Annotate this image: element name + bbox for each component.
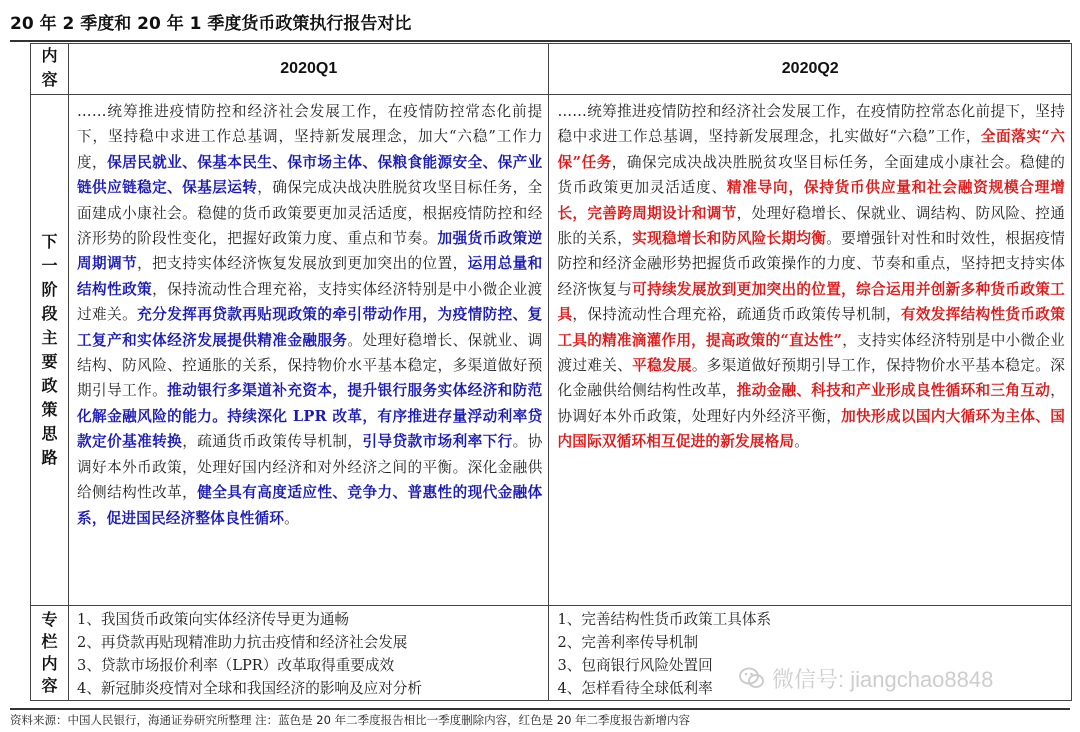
- watermark: [738, 663, 993, 693]
- red-highlight: 全面落实“六保”任务: [557, 128, 1065, 171]
- list-item: 1、我国货币政策向实体经济传导更为通畅: [77, 611, 350, 628]
- q1-policy-text: [69, 95, 549, 606]
- red-highlight: 平稳发展: [632, 357, 692, 375]
- plain-text: ，保持流动性合理充裕，疏通货币政策传导机制，: [572, 306, 901, 324]
- blue-highlight: 推动银行多渠道补充资本，提升银行服务实体经济和防范化解金融风险的能力。持续深化 LPR 改革，有序推进存量浮动利率贷款定价基准转换: [77, 382, 543, 451]
- blue-highlight: 加强货币政策逆周期调节: [77, 230, 543, 273]
- plain-text: ，把支持实体经济恢复发展放到更加突出的位置，: [137, 255, 468, 273]
- vertical-label: 下 一 阶 段 主 要 政 策 思 路: [41, 232, 58, 467]
- red-highlight: 推动金融、科技和产业形成良性循环和三角互动: [736, 382, 1051, 400]
- watermark-text: 微信号: jiangchao8848: [772, 666, 994, 692]
- plain-text: ，支持实体经济特别是中小微企业渡过难关、: [557, 331, 1065, 375]
- vertical-label: 内 容: [41, 46, 58, 89]
- list-item: 1、完善结构性货币政策工具体系: [557, 611, 772, 628]
- row-label-special: [31, 606, 69, 701]
- red-highlight: 加快形成以国内大循环为主体、国内国际双循环相互促进的新发展格局: [557, 407, 1065, 451]
- list-item: 2、再贷款再贴现精准助力抗击疫情和经济社会发展: [77, 634, 408, 651]
- plain-text: ，确保完成决战决胜脱贫攻坚目标任务，全面建成小康社会。稳健的货币政策要更加灵活适度，根据疫情防控和经济形势的阶段性变化，把握好政策力度、重点和节奏。: [77, 179, 543, 248]
- plain-text: 。: [284, 509, 299, 527]
- plain-text: ，处理好稳增长、保就业、调结构、防风险、控通胀的关系，: [557, 204, 1065, 248]
- plain-text: 。协调好本外币政策，处理好国内经济和对外经济之间的平衡。深化金融供给侧结构性改革，: [77, 433, 543, 502]
- plain-text: 。要增强针对性和时效性，根据疫情防控和经济金融形势把握货币政策操作的力度、节奏和重点，坚持把支持实体经济恢复与: [557, 230, 1065, 298]
- table-header-row: [31, 44, 1072, 95]
- plain-text: ……统筹推进疫情防控和经济社会发展工作，在疫情防控常态化前提下，坚持稳中求进工作总基调，坚持新发展理念，加大“六稳”工作力度，: [77, 103, 543, 171]
- blue-highlight: 运用总量和结构性政策: [77, 255, 543, 298]
- source-note: 资料来源：中国人民银行，海通证券研究所整理 注：蓝色是 20 年二季度报告相比一季度删除内容，红色是 20 年二季度报告新增内容: [10, 708, 1070, 729]
- plain-text: ，保持流动性合理充裕，支持实体经济特别是中小微企业渡过难关。: [77, 280, 543, 324]
- blue-highlight: 健全具有高度适应性、竞争力、普惠性的现代金融体系，促进国民经济整体良性循环: [77, 484, 543, 527]
- list-item: 3、贷款市场报价利率（LPR）改革取得重要成效: [77, 657, 395, 674]
- table-row-policy: [31, 95, 1072, 606]
- plain-text: ……统筹推进疫情防控和经济社会发展工作，在疫情防控常态化前提下，坚持稳中求进工作总基调，坚持新发展理念，扎实做好“六稳”工作，: [557, 103, 1065, 146]
- red-highlight: 可持续发展放到更加突出的位置，综合运用并创新多种货币政策工具: [557, 280, 1065, 324]
- q2-policy-text: [549, 95, 1072, 606]
- column-header-q2: 2020Q2: [549, 44, 1072, 95]
- comparison-table: [30, 43, 1072, 701]
- plain-text: ，疏通货币政策传导机制，: [182, 433, 363, 451]
- red-highlight: 有效发挥结构性货币政策工具的精准滴灌作用，提高政策的“直达性”: [557, 306, 1066, 349]
- header-content-label: [31, 44, 69, 95]
- row-label-policy: [31, 95, 69, 606]
- list-item: 3、包商银行风险处置回: [557, 657, 713, 674]
- red-highlight: 精准导向，保持货币供应量和社会融资规模合理增长，完善跨周期设计和调节: [557, 179, 1065, 222]
- red-highlight: 实现稳增长和防风险长期均衡: [632, 230, 827, 248]
- blue-highlight: 引导贷款市场利率下行: [362, 433, 513, 451]
- page-title: 20 年 2 季度和 20 年 1 季度货币政策执行报告对比: [10, 8, 1070, 42]
- wechat-icon: [738, 664, 766, 692]
- plain-text: 。多渠道做好预期引导工作，保持物价水平基本稳定。深化金融供给侧结构性改革，: [557, 357, 1065, 400]
- blue-highlight: 保居民就业、保基本民生、保市场主体、保粮食能源安全、保产业链供应链稳定、保基层运转: [77, 153, 543, 197]
- list-item: 2、完善利率传导机制: [557, 634, 699, 651]
- blue-highlight: 充分发挥再贷款再贴现政策的牵引带动作用，为疫情防控、复工复产和实体经济发展提供精准金融服务: [77, 306, 543, 349]
- list-item: 4、新冠肺炎疫情对全球和我国经济的影响及应对分析: [77, 680, 422, 697]
- plain-text: ，确保完成决战决胜脱贫攻坚目标任务，全面建成小康社会。稳健的货币政策更加灵活适度、: [557, 153, 1065, 197]
- plain-text: 。处理好稳增长、保就业、调结构、防风险、控通胀的关系，保持物价水平基本稳定，多渠道做好预期引导工作。: [77, 331, 543, 400]
- list-item: 4、怎样看待全球低利率: [557, 680, 713, 697]
- vertical-label: 专 栏 内 容: [41, 610, 58, 695]
- plain-text: ，协调好本外币政策，处理好内外经济平衡，: [557, 382, 1065, 425]
- q1-special-list: [69, 606, 549, 701]
- column-header-q1: 2020Q1: [69, 44, 549, 95]
- plain-text: 。: [794, 433, 809, 451]
